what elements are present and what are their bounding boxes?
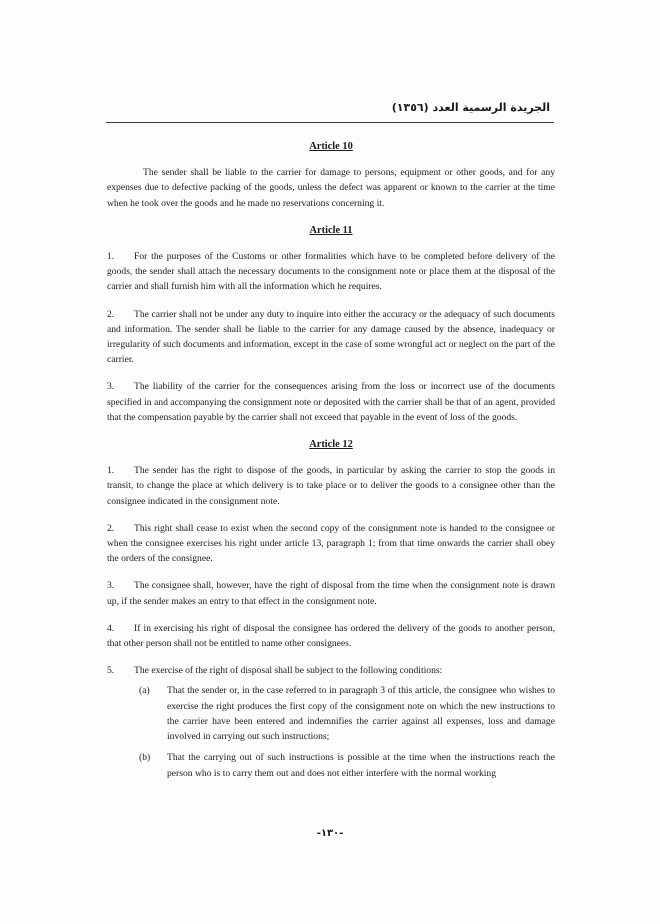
item-number: 3. — [107, 381, 115, 393]
article-12-heading: Article 12 — [309, 439, 353, 451]
article-10-paragraph: The sender shall be liable to the carrier for damage to persons, equipment or other goods, and for any expenses due to defective packing of the goods, unless the defect was apparent or known to the carrier at the time when he took over the goods and he made no reservations concerning it. — [107, 167, 555, 209]
article-10-heading: Article 10 — [309, 141, 353, 152]
article-11-heading: Article 11 — [309, 224, 353, 236]
item-number: 2. — [107, 308, 115, 320]
gazette-title: الجريدة الرسمية العدد (١٣٥٦) — [391, 101, 550, 114]
subitem-text: That the carrying out of such instructions is possible at the time when the instructions reach the person who is to carry them out and does not either interfere with the normal working — [167, 752, 555, 779]
item-text: The carrier shall not be under any duty to inquire into either the accuracy or the adequacy of such documents and information. The sender shall be liable to the carrier for any damage caused by the absence, inadequacy or irregularity of such documents and information, except in the case of some wrongful act or neglect on the part of the carrier. — [107, 308, 555, 366]
page-number: -١٣٠- — [316, 828, 344, 839]
item-text: The consignee shall, however, have the right of disposal from the time when the consignment note is drawn up, if the sender makes an entry to that effect in the consignment note. — [107, 580, 555, 607]
item-text: For the purposes of the Customs or other formalities which have to be completed before delivery of the goods, the sender shall attach the necessary documents to the consignment note or place them at the disposal of the carrier and shall furnish him with all the information which he requires. — [107, 251, 555, 293]
article-11-item-2 — [107, 307, 555, 368]
article-12-item-5 — [107, 663, 555, 678]
item-number: 1. — [107, 251, 115, 263]
subitem-label: (a) — [139, 685, 150, 697]
article-11-item-3 — [107, 379, 555, 425]
article-12-item-1 — [107, 463, 555, 509]
item-number: 1. — [107, 465, 115, 477]
article-12-subitem-a — [139, 683, 555, 744]
subitem-label: (b) — [139, 752, 151, 764]
item-text: The liability of the carrier for the consequences arising from the loss or incorrect use of the documents specified in and accompanying the consignment note or deposited with the carrier shall be that of an agent, provided that the compensation payable by the carrier shall not exceed that payable in the event of loss of the goods. — [107, 381, 555, 423]
article-11-item-1 — [107, 249, 555, 295]
item-text: This right shall cease to exist when the second copy of the consignment note is handed to the consignee or when the consignee exercises his right under article 13, paragraph 1; from that time onwards the carrier shall obey the orders of the consignee. — [107, 522, 555, 565]
item-text: If in exercising his right of disposal the consignee has ordered the delivery of the goods to another person, that other person shall not be entitled to name other consignees. — [107, 622, 555, 650]
article-12-subitem-b — [139, 750, 555, 780]
article-12-item-2 — [107, 521, 555, 567]
gazette-header — [106, 96, 554, 123]
document-body — [107, 139, 555, 787]
item-number: 3. — [107, 580, 115, 592]
item-number: 2. — [107, 522, 115, 534]
item-number: 4. — [107, 622, 115, 634]
subitem-text: That the sender or, in the case referred to in paragraph 3 of this article, the consignee who wishes to exercise the right produces the first copy of the consignment note on which the new instructions to the carrier have been entered and indemnifies the carrier against all expenses, loss and damage involved in carrying out such instructions; — [167, 685, 555, 743]
item-text: The sender has the right to dispose of the goods, in particular by asking the carrier to stop the goods in transit, to change the place at which delivery is to take place or to deliver the goods to a consignee other than the consignee indicated in the consignment note. — [107, 465, 555, 507]
article-12-item-3 — [107, 578, 555, 608]
item-text: The exercise of the right of disposal shall be subject to the following conditions: — [134, 665, 443, 677]
article-12-item-4 — [107, 621, 555, 651]
item-number: 5. — [107, 665, 115, 677]
